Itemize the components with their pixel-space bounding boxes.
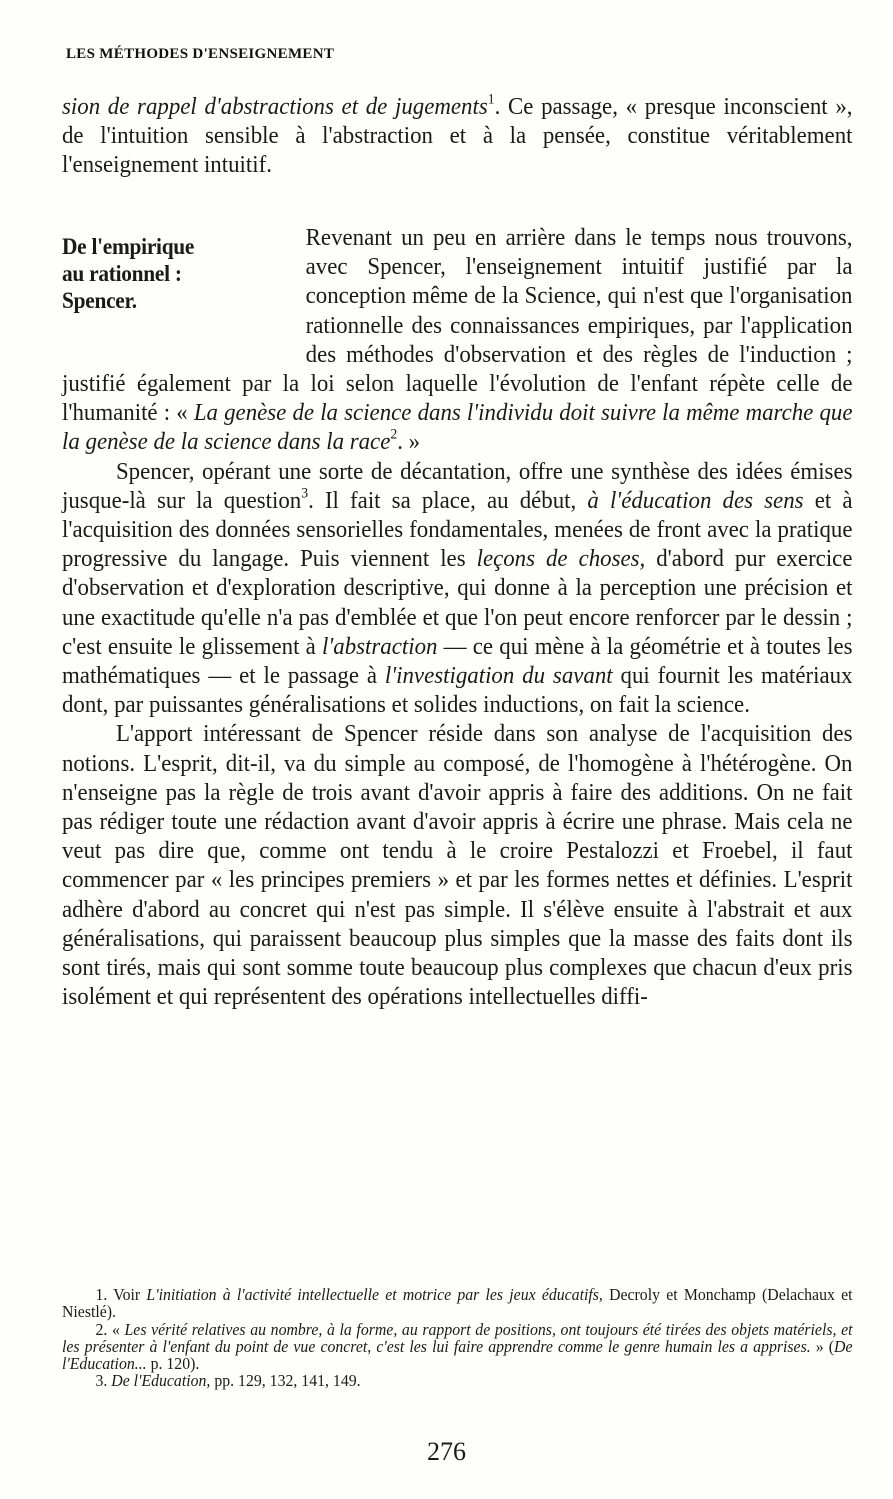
footnote-3-source: De l'Education, [111, 1371, 211, 1391]
p2-italic-2: leçons de choses, [476, 545, 646, 573]
paragraph-1-text: Revenant un peu en arrière dans le temps nous trouvons, avec Spencer, l'enseignement intuitif justifié par la conception même de la Science, qui n'est que l'organisation rationnelle des connaissances empiriques, par l'application des méthodes d'observation et des règles de l'induction ; justifié également par la loi selon laquelle l'évolution de l'enfant répète celle de l'humanité : « [62, 224, 853, 427]
footnote-1-title: L'initiation à l'activité intellectuelle et motrice par les jeux éducatifs, [146, 1285, 603, 1304]
p2-text-5: — ce qui mène à la géométrie et à toutes les mathématiques — et le passage à [62, 632, 853, 690]
p2-italic-4: l'investigation du savant [384, 662, 613, 690]
footnote-1 [62, 1286, 853, 1321]
footnote-1-text: Decroly et Monchamp (Delachaux et Niestlé). [62, 1285, 853, 1322]
paragraph-3: L'apport intéressant de Spencer réside dans son analyse de l'acquisition des notions. L'esprit, dit-il, va du simple au composé, de l'homogène à l'hétérogène. On n'enseigne pas la règle de trois avant d'avoir appris à faire des additions. On ne fait pas rédiger toute une rédaction avant d'avoir appris à écrire une phrase. Mais cela ne veut pas dire que, comme ont tendu à le croire Pestalozzi et Froebel, il faut commencer par « les principes premiers » et par les formes nettes et définies. L'esprit adhère d'abord au concret qui n'est pas simple. Il s'élève ensuite à l'abstrait et aux généralisations, qui paraissent beaucoup plus simples que la masse des faits dont ils sont tirés, mais qui sont somme toute beaucoup plus complexes que chacun d'eux pris isolément et qui représentent des opérations intellectuelles diffi- [62, 720, 853, 1011]
footnote-ref-1[interactable]: 1 [487, 91, 495, 108]
footnote-ref-3[interactable]: 3 [301, 485, 309, 502]
p2-text-3: et à l'acquisition des données sensorielles fondamentales, menées de front avec la pratique progressive du langage. Puis viennent les [62, 486, 853, 573]
footnote-2-quote: Les vérité relatives au nombre, à la forme, au rapport de positions, ont toujours été tirées des objets matériels, et les présenter à l'enfant du point de vue concret, c'est les lui faire apprendre comme le genre humain les a apprises. [62, 1319, 853, 1356]
footnote-2-text: » ( [810, 1336, 835, 1356]
intro-paragraph [62, 92, 853, 180]
p2-text-1: Spencer, opérant une sorte de décantation, offre une synthèse des idées émises jusque-là sur la question [62, 457, 853, 514]
p2-italic-3: l'abstraction [322, 632, 438, 660]
footnote-2-page: p. 120). [146, 1354, 200, 1374]
footnote-3-pages: pp. 129, 132, 141, 149. [210, 1371, 361, 1391]
footnote-2-number: 2. « [95, 1319, 125, 1339]
footnote-1-number: 1. Voir [95, 1285, 147, 1304]
side-heading-line-2: au rationnel : [62, 261, 182, 286]
intro-italic: sion de rappel d'abstractions et de jugements [62, 93, 488, 120]
footnote-2 [62, 1321, 853, 1373]
spencer-quote: La genèse de la science dans l'individu doit suivre la même marche que la genèse de la science dans la race [62, 399, 853, 456]
footnote-3 [62, 1372, 853, 1389]
page-number: 276 [427, 1437, 466, 1466]
paragraph-2 [62, 457, 853, 720]
footnote-3-number: 3. [95, 1371, 112, 1391]
intro-text: . Ce passage, « presque inconscient », de l'intuition sensible à l'abstraction et à la pensée, constitue véritablement l'enseignement intuitif. [62, 93, 853, 179]
running-head: LES MÉTHODES D'ENSEIGNEMENT [66, 46, 335, 62]
side-heading-line-3: Spencer. [62, 288, 137, 313]
side-heading [62, 223, 306, 351]
p2-italic-1: à l'éducation des sens [587, 486, 804, 514]
section-spencer [62, 223, 853, 1011]
footnote-2-source: De l'Education... [62, 1336, 853, 1374]
footnotes [62, 1286, 853, 1390]
p2-text-4: d'abord pur exercice d'observation et d'exploration descriptive, qui donne à la perception une précision et une exactitude qu'elle n'a pas d'emblée et que l'on peut encore renforcer par le dessin ; c'est ensuite le glissement à [62, 545, 853, 660]
side-heading-line-1: De l'empirique [62, 234, 195, 259]
paragraph-1-end: . » [397, 428, 421, 456]
footnote-ref-2[interactable]: 2 [390, 427, 398, 444]
p2-text-2: . Il fait sa place, au début, [308, 486, 588, 514]
p2-text-6: qui fournit les matériaux dont, par puissantes généralisations et solides inductions, on fait la science. [62, 662, 853, 719]
